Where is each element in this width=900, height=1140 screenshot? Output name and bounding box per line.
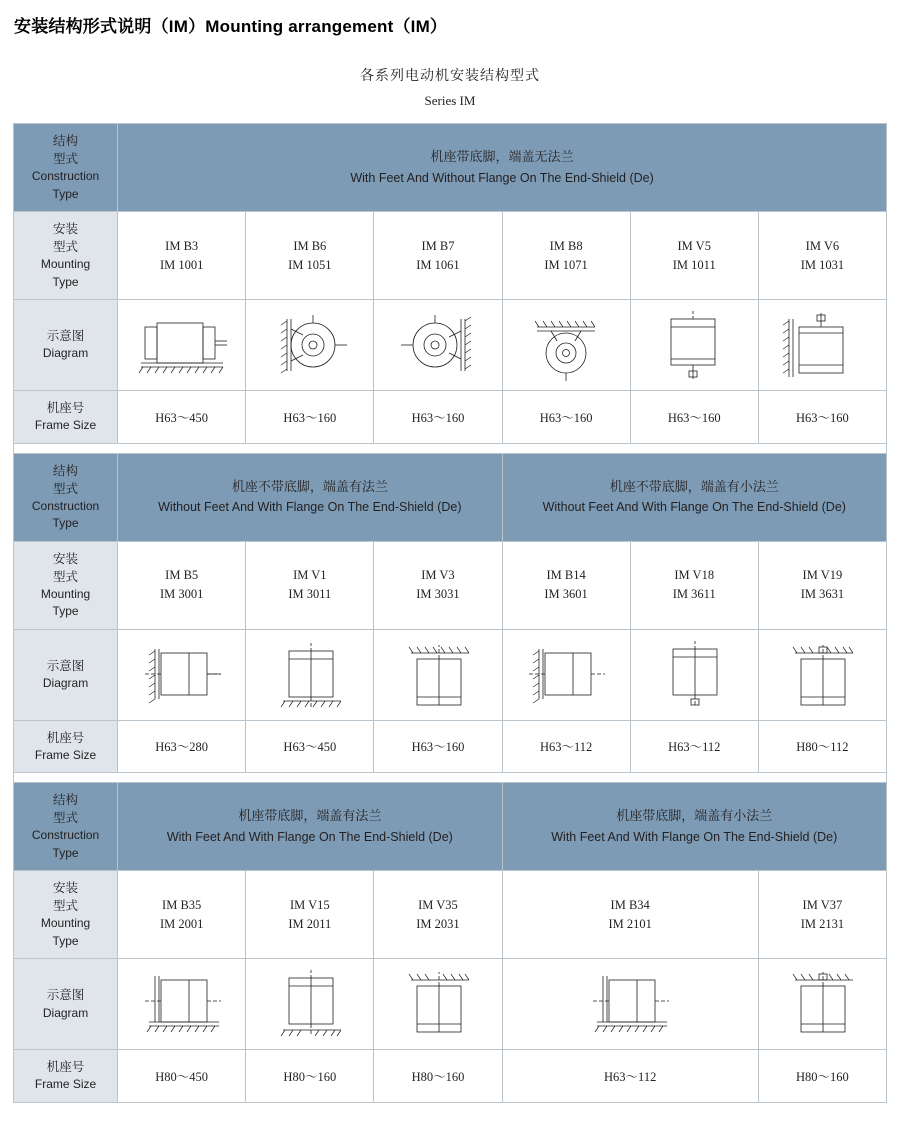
- label-cn: 示意图: [46, 988, 85, 1003]
- frame-size-cell: H80～450: [118, 1050, 246, 1103]
- label-cn-line1: 结构: [53, 793, 79, 808]
- frame-size-cell: H63～160: [630, 391, 758, 444]
- mounting-type-cell: [246, 871, 374, 959]
- mounting-type-cell: [374, 212, 502, 300]
- row-label-frame-size: [14, 391, 118, 444]
- header-en: Without Feet And With Flange On The End-Shield (De): [158, 500, 462, 515]
- frame-size-cell: H63～160: [758, 391, 886, 444]
- table-row: [14, 871, 887, 959]
- diagram-cell-im-v3: [374, 629, 502, 720]
- diagram-cell-im-b6: [246, 300, 374, 391]
- header-en: With Feet And With Flange On The End-Shield (De): [166, 830, 453, 845]
- frame-size-cell: H80～112: [758, 720, 886, 773]
- construction-header-2-0: [118, 783, 502, 871]
- mounting-code-primary: IM B8: [549, 238, 583, 253]
- label-en-line2: Type: [52, 274, 79, 289]
- frame-size-cell: H63～160: [246, 391, 374, 444]
- label-en-line2: Type: [52, 604, 79, 619]
- mounting-code-primary: IM V5: [677, 238, 711, 253]
- diagram-cell-im-v1: [246, 629, 374, 720]
- frame-size-cell: H63～160: [374, 391, 502, 444]
- block-spacer: [14, 443, 887, 453]
- diagram-cell-im-b7: [374, 300, 502, 391]
- table-row: [14, 453, 887, 541]
- mounting-code-secondary: IM 3631: [800, 587, 845, 602]
- table-row: [14, 629, 887, 720]
- label-en-line1: Construction: [31, 498, 100, 513]
- diagram-cell-im-b8: [502, 300, 630, 391]
- motor-diagram-icon: [127, 964, 237, 1044]
- label-en: Frame Size: [34, 418, 97, 433]
- row-label-diagram: [14, 300, 118, 391]
- mounting-code-secondary: IM 2031: [416, 916, 460, 931]
- row-label-construction-type: [14, 124, 118, 212]
- label-en: Frame Size: [34, 747, 97, 762]
- diagram-cell-im-v5: [630, 300, 758, 391]
- motor-diagram-icon: [511, 635, 621, 715]
- motor-diagram-icon: [383, 964, 493, 1044]
- mounting-code-secondary: IM 3601: [544, 587, 588, 602]
- subtitle-chinese: 各系列电动机安装结构型式: [360, 67, 540, 83]
- mounting-code-secondary: IM 3001: [159, 587, 204, 602]
- motor-diagram-icon: [639, 305, 749, 385]
- diagram-cell-im-b14: [502, 629, 630, 720]
- mounting-type-cell: [118, 212, 246, 300]
- mounting-code-secondary: IM 2101: [608, 916, 652, 931]
- header-en: With Feet And Without Flange On The End-Shield (De): [350, 170, 654, 185]
- frame-size-cell: H63～280: [118, 720, 246, 773]
- diagram-cell-im-v6: [758, 300, 886, 391]
- row-label-diagram: [14, 629, 118, 720]
- mounting-code-primary: IM V6: [805, 238, 840, 253]
- label-cn-line1: 结构: [53, 134, 79, 148]
- motor-diagram-icon: [767, 635, 877, 715]
- mounting-code-primary: IM V3: [421, 568, 455, 583]
- mounting-code-primary: IM V19: [802, 568, 843, 583]
- diagram-cell-im-v19: [758, 629, 886, 720]
- diagram-cell-im-b5: [118, 629, 246, 720]
- mounting-code-secondary: IM 3031: [416, 587, 460, 602]
- diagram-cell-im-v18: [630, 629, 758, 720]
- table-row: [14, 720, 887, 773]
- diagram-cell-im-b3: [118, 300, 246, 391]
- label-en: Diagram: [42, 346, 89, 361]
- mounting-type-cell: [758, 871, 886, 959]
- motor-diagram-icon: [767, 305, 877, 385]
- table-row: [14, 783, 887, 871]
- label-cn-line2: 型式: [53, 240, 79, 255]
- motor-diagram-icon: [565, 964, 695, 1044]
- subtitle-block: [0, 65, 900, 109]
- label-cn-line1: 安装: [53, 881, 79, 896]
- label-en-line2: Type: [52, 933, 79, 948]
- header-en: With Feet And With Flange On The End-Shield (De): [551, 830, 838, 845]
- label-en-line1: Mounting: [40, 586, 91, 601]
- header-en: Without Feet And With Flange On The End-Shield (De): [542, 500, 846, 515]
- mounting-code-secondary: IM 1071: [544, 257, 588, 272]
- construction-header-0-0: [118, 124, 887, 212]
- motor-diagram-icon: [383, 305, 493, 385]
- frame-size-cell: H63～112: [502, 720, 630, 773]
- mounting-type-cell: [758, 212, 886, 300]
- diagram-cell-im-v35: [374, 959, 502, 1050]
- motor-diagram-icon: [127, 305, 237, 385]
- label-cn-line2: 型式: [53, 152, 79, 167]
- mounting-type-cell: [246, 212, 374, 300]
- mounting-type-cell: [374, 541, 502, 629]
- motor-diagram-icon: [511, 305, 621, 385]
- label-en-line1: Mounting: [40, 257, 91, 272]
- row-label-mounting-type: [14, 212, 118, 300]
- mounting-code-primary: IM V35: [418, 897, 458, 912]
- label-en-line2: Type: [52, 845, 79, 860]
- diagram-cell-im-b35: [118, 959, 246, 1050]
- header-cn: 机座不带底脚，端盖有小法兰: [609, 478, 779, 494]
- mounting-code-primary: IM V37: [802, 897, 843, 912]
- mounting-code-primary: IM B5: [165, 568, 199, 583]
- table-row: [14, 959, 887, 1050]
- row-label-construction-type: [14, 453, 118, 541]
- frame-size-cell: H63～450: [118, 391, 246, 444]
- row-label-frame-size: [14, 1050, 118, 1103]
- motor-diagram-icon: [383, 635, 493, 715]
- label-cn: 机座号: [46, 401, 85, 416]
- label-cn: 示意图: [46, 329, 85, 344]
- label-en-line1: Mounting: [40, 916, 91, 931]
- frame-size-cell: H80～160: [758, 1050, 886, 1103]
- table-row: [14, 1050, 887, 1103]
- label-cn-line1: 安装: [53, 551, 79, 566]
- table-row: [14, 212, 887, 300]
- frame-size-cell: H63～450: [246, 720, 374, 773]
- mounting-type-cell: [118, 541, 246, 629]
- table-row: [14, 124, 887, 212]
- mounting-code-primary: IM B34: [610, 897, 650, 912]
- diagram-cell-im-b34: [502, 959, 758, 1050]
- label-cn-line2: 型式: [53, 481, 79, 496]
- label-cn-line2: 型式: [53, 811, 79, 826]
- mounting-code-primary: IM B35: [162, 897, 202, 912]
- row-label-construction-type: [14, 783, 118, 871]
- label-cn: 示意图: [46, 658, 85, 673]
- construction-header-1-1: [502, 453, 886, 541]
- row-label-frame-size: [14, 720, 118, 773]
- mounting-code-secondary: IM 1061: [416, 257, 460, 272]
- motor-diagram-icon: [255, 964, 365, 1044]
- motor-diagram-icon: [767, 964, 877, 1044]
- mounting-code-secondary: IM 1001: [159, 257, 204, 272]
- diagram-cell-im-v15: [246, 959, 374, 1050]
- frame-size-cell: H80～160: [374, 1050, 502, 1103]
- header-cn: 机座带底脚，端盖有法兰: [238, 808, 382, 824]
- label-en: Diagram: [42, 676, 89, 690]
- row-label-diagram: [14, 959, 118, 1050]
- diagram-cell-im-v37: [758, 959, 886, 1050]
- label-cn-line2: 型式: [53, 899, 79, 914]
- mounting-code-secondary: IM 1051: [288, 257, 332, 272]
- header-cn: 机座带底脚，端盖有小法兰: [616, 808, 773, 824]
- mounting-code-primary: IM B14: [546, 568, 586, 583]
- mounting-code-primary: IM V18: [674, 568, 715, 583]
- mounting-type-cell: [374, 871, 502, 959]
- label-cn-line1: 安装: [53, 222, 79, 237]
- label-en: Diagram: [42, 1005, 89, 1020]
- mounting-type-cell: [630, 541, 758, 629]
- mounting-code-primary: IM B3: [165, 238, 199, 253]
- motor-diagram-icon: [127, 635, 237, 715]
- label-en-line2: Type: [52, 186, 79, 201]
- label-cn: 机座号: [46, 1060, 85, 1075]
- mounting-type-cell: [630, 212, 758, 300]
- mounting-code-secondary: IM 2131: [800, 916, 845, 931]
- mounting-type-cell: [758, 541, 886, 629]
- mounting-code-secondary: IM 3611: [672, 587, 716, 602]
- mounting-type-cell: [502, 212, 630, 300]
- block-spacer: [14, 773, 887, 783]
- page-title: 安装结构形式说明（IM）Mounting arrangement（IM）: [14, 17, 448, 36]
- header-cn: 机座不带底脚，端盖有法兰: [231, 478, 388, 494]
- label-cn: 机座号: [46, 730, 85, 745]
- mounting-code-primary: IM V15: [289, 897, 330, 912]
- table-row: [14, 541, 887, 629]
- subtitle-english: Series IM: [424, 93, 476, 108]
- label-en-line1: Construction: [31, 828, 100, 843]
- mounting-code-secondary: IM 1011: [672, 257, 716, 272]
- mounting-code-primary: IM V1: [293, 568, 327, 583]
- label-cn-line2: 型式: [53, 569, 79, 584]
- motor-diagram-icon: [639, 635, 749, 715]
- label-en-line1: Construction: [31, 169, 100, 184]
- row-label-mounting-type: [14, 871, 118, 959]
- label-en-line2: Type: [52, 516, 79, 531]
- table-row: [14, 391, 887, 444]
- mounting-type-cell: [502, 541, 630, 629]
- mounting-code-primary: IM B7: [421, 238, 455, 253]
- construction-header-2-1: [502, 783, 886, 871]
- motor-diagram-icon: [255, 635, 365, 715]
- mounting-code-secondary: IM 2011: [288, 916, 332, 931]
- frame-size-cell: H63～112: [502, 1050, 758, 1103]
- row-label-mounting-type: [14, 541, 118, 629]
- frame-size-cell: H63～160: [374, 720, 502, 773]
- mounting-type-cell: [502, 871, 758, 959]
- mounting-code-secondary: IM 2001: [159, 916, 204, 931]
- label-cn-line1: 结构: [53, 463, 79, 478]
- mounting-code-secondary: IM 3011: [288, 587, 332, 602]
- mounting-type-cell: [118, 871, 246, 959]
- frame-size-cell: H63～160: [502, 391, 630, 444]
- motor-diagram-icon: [255, 305, 365, 385]
- mounting-code-primary: IM B6: [293, 238, 327, 253]
- mounting-code-secondary: IM 1031: [800, 257, 845, 272]
- mounting-arrangement-table: [13, 123, 887, 1103]
- frame-size-cell: H63～112: [630, 720, 758, 773]
- frame-size-cell: H80～160: [246, 1050, 374, 1103]
- mounting-type-cell: [246, 541, 374, 629]
- header-cn: 机座带底脚，端盖无法兰: [430, 149, 574, 165]
- table-row: [14, 300, 887, 391]
- construction-header-1-0: [118, 453, 502, 541]
- label-en: Frame Size: [34, 1077, 97, 1092]
